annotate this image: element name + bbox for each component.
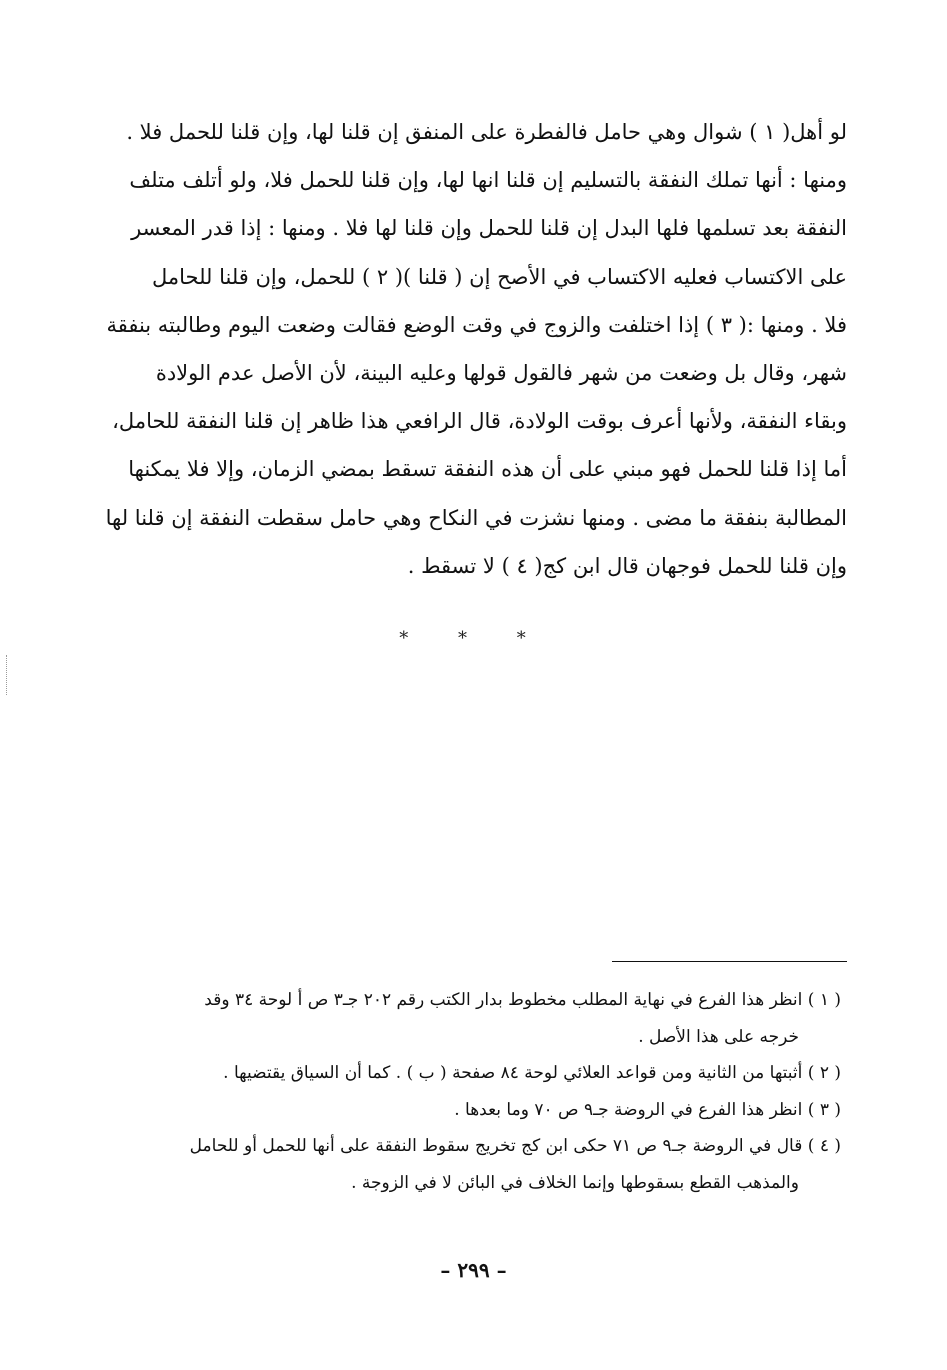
text-line-10: وإن قلنا للحمل فوجهان قال ابن كج( ٤ ) لا تسقط . [407,553,847,578]
section-separator-stars: * * * [399,628,548,649]
footnote-4 [101,1128,841,1201]
footnote-1-line-2: خرجه على هذا الأصل . [638,1026,799,1047]
footnote-4-line-1: ( ٤ ) قال في الروضة جـ٩ ص ٧١ حكى ابن كج تخريج سقوط النفقة على أنها للحمل أو للحامل [189,1136,841,1156]
text-line-1: لو أهل( ١ ) شوال وهي حامل فالفطرة على المنفق إن قلنا لها، وإن قلنا للحمل فلا . [126,120,847,144]
footnote-2 [101,1055,841,1092]
footnote-1 [101,982,841,1055]
text-line-5: فلا . ومنها :( ٣ ) إذا اختلفت والزوج في وقت الوضع فقالت وضعت اليوم وطالبته بنفقة [106,312,847,337]
page-number: – ٢٩٩ – [440,1258,507,1282]
main-text [99,108,847,590]
footnote-rule [612,961,847,962]
footnote-3-line-1: ( ٣ ) انظر هذا الفرع في الروضة جـ٩ ص ٧٠ وما بعدها . [454,1099,841,1120]
text-line-3: النفقة بعد تسلمها فلها البدل إن قلنا للحمل وإن قلنا لها فلا . ومنها : إذا قدر المعسر [131,216,847,241]
footnotes [101,982,841,1201]
scan-edge-marks [6,655,9,695]
text-line-6: شهر، وقال بل وضعت من شهر فالقول قولها وعليه البينة، لأن الأصل عدم الولادة [155,361,847,386]
text-line-2: ومنها : أنها تملك النفقة بالتسليم إن قلنا انها لها، وإن قلنا للحمل فلا، ولو أتلف متلف [129,168,847,193]
footnote-3 [101,1092,841,1129]
text-line-7: وبقاء النفقة، ولأنها أعرف بوقت الولادة، قال الرافعي هذا ظاهر إن قلنا النفقة للحامل، [112,409,847,434]
text-line-9: المطالبة بنفقة ما مضى . ومنها نشزت في النكاح وهي حامل سقطت النفقة إن قلنا لها [105,505,847,530]
footnote-4-line-2: والمذهب القطع بسقوطها وإنما الخلاف في البائن لا في الزوجة . [351,1172,799,1193]
text-line-8: أما إذا قلنا للحمل فهو مبني على أن هذه النفقة تسقط بمضي الزمان، وإلا فلا يمكنها [128,457,847,482]
footnote-1-line-1: ( ١ ) انظر هذا الفرع في نهاية المطلب مخطوط بدار الكتب رقم ٢٠٢ جـ٣ ص أ لوحة ٣٤ وقد [204,990,841,1010]
footnote-2-line-1: ( ٢ ) أثبتها من الثانية ومن قواعد العلائي لوحة ٨٤ صفحة ( ب ) . كما أن السياق يقتضيها . [223,1063,841,1083]
text-line-4: على الاكتساب فعليه الاكتساب في الأصح إن ( قلنا )( ٢ ) للحمل، وإن قلنا للحامل [151,264,847,289]
